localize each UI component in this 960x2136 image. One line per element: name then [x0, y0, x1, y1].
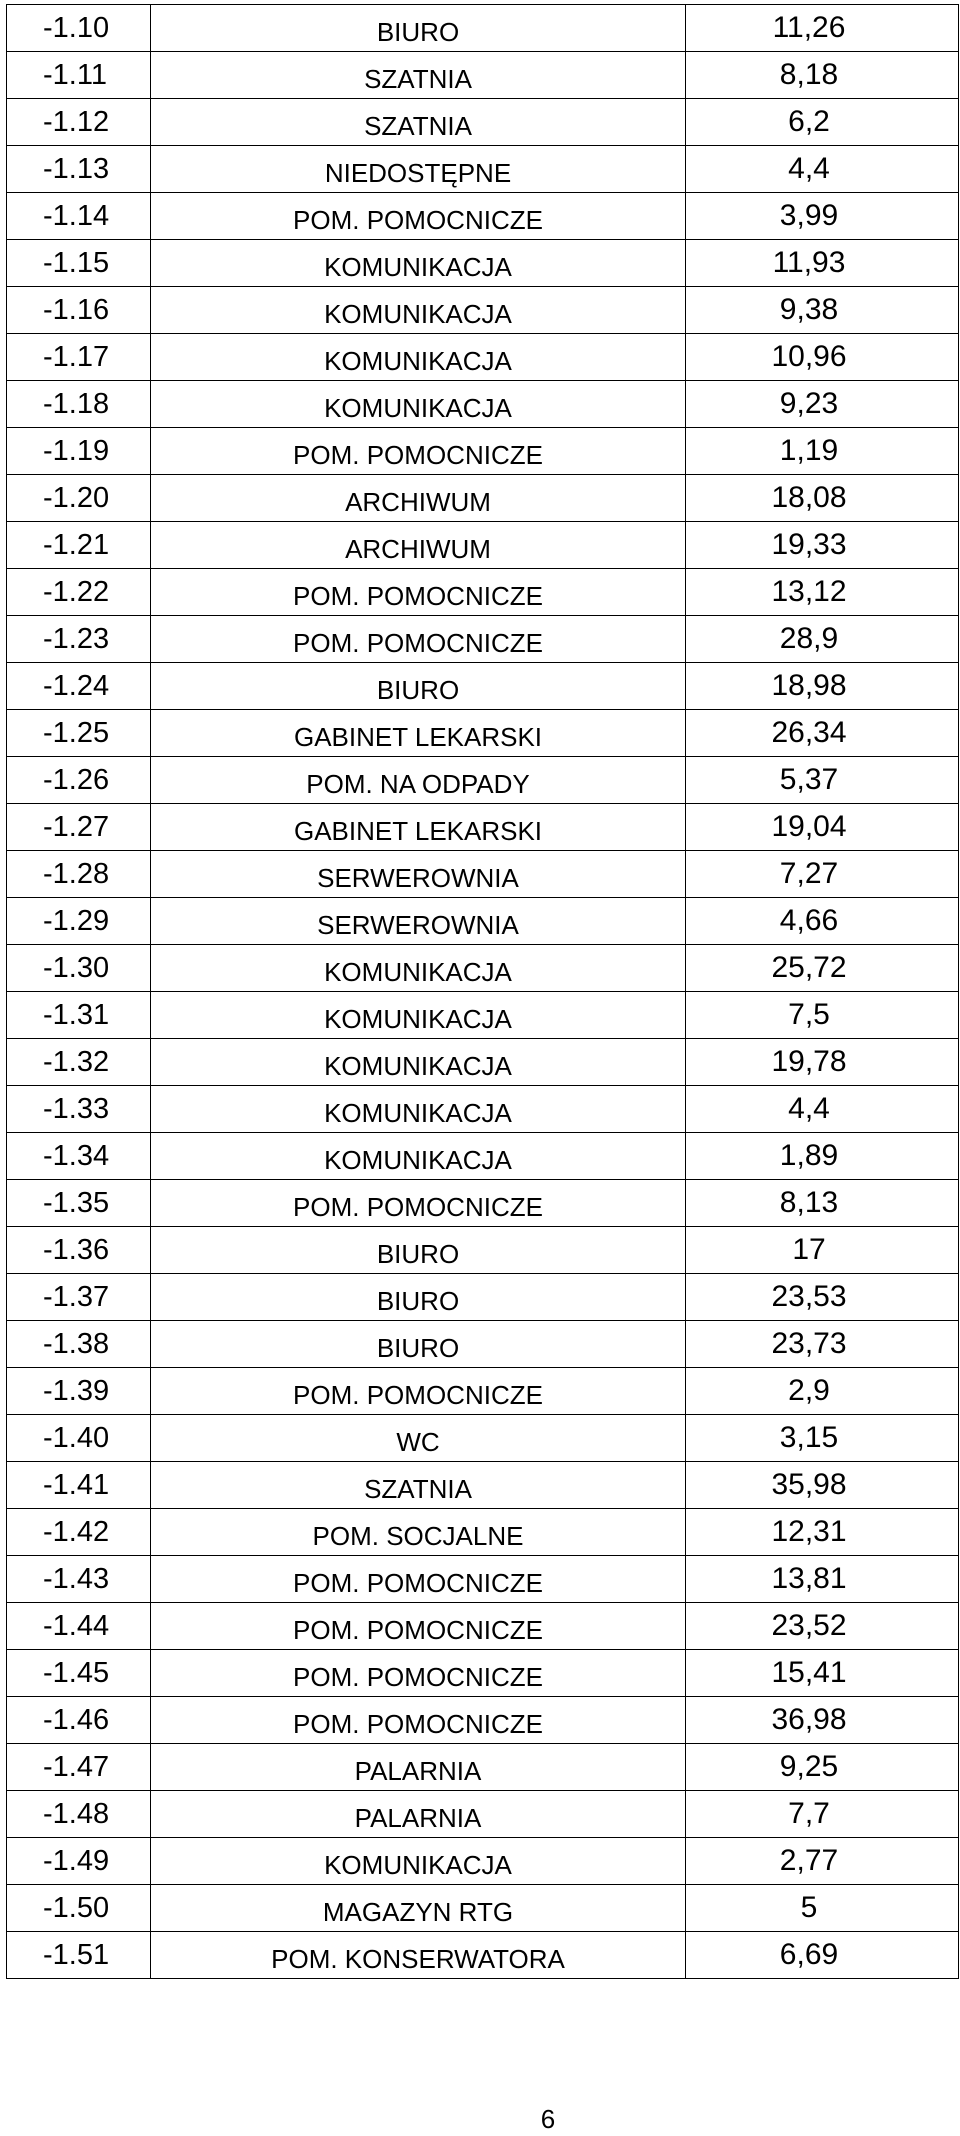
table-row [7, 240, 959, 287]
room-name-cell: ARCHIWUM [151, 475, 686, 522]
room-number-cell: -1.21 [7, 522, 151, 569]
room-number-cell: -1.49 [7, 1838, 151, 1885]
table-row [7, 52, 959, 99]
room-number-cell: -1.16 [7, 287, 151, 334]
room-area-cell: 2,9 [686, 1368, 959, 1415]
room-area-cell: 9,38 [686, 287, 959, 334]
room-area-cell: 7,5 [686, 992, 959, 1039]
room-name-cell: POM. SOCJALNE [151, 1509, 686, 1556]
room-name-cell: KOMUNIKACJA [151, 1133, 686, 1180]
room-number-cell: -1.29 [7, 898, 151, 945]
room-name-cell: BIURO [151, 1274, 686, 1321]
page-number: 6 [540, 2104, 556, 2134]
table-row [7, 616, 959, 663]
room-area-cell: 17 [686, 1227, 959, 1274]
room-area-cell: 11,93 [686, 240, 959, 287]
table-row [7, 1415, 959, 1462]
room-name-cell: POM. POMOCNICZE [151, 428, 686, 475]
table-row [7, 1133, 959, 1180]
table-row [7, 1885, 959, 1932]
room-area-cell: 1,19 [686, 428, 959, 475]
room-number-cell: -1.51 [7, 1932, 151, 1979]
room-number-cell: -1.37 [7, 1274, 151, 1321]
table-row [7, 898, 959, 945]
room-table-body [7, 5, 959, 1979]
room-name-cell: WC [151, 1415, 686, 1462]
room-name-cell: POM. POMOCNICZE [151, 193, 686, 240]
room-number-cell: -1.13 [7, 146, 151, 193]
room-area-cell: 23,52 [686, 1603, 959, 1650]
table-row [7, 804, 959, 851]
room-name-cell: BIURO [151, 1321, 686, 1368]
room-number-cell: -1.36 [7, 1227, 151, 1274]
room-name-cell: SZATNIA [151, 52, 686, 99]
table-row [7, 1838, 959, 1885]
table-row [7, 1321, 959, 1368]
room-table [6, 4, 959, 1979]
room-name-cell: POM. POMOCNICZE [151, 1556, 686, 1603]
room-name-cell: SERWEROWNIA [151, 851, 686, 898]
room-number-cell: -1.42 [7, 1509, 151, 1556]
room-number-cell: -1.22 [7, 569, 151, 616]
room-name-cell: MAGAZYN RTG [151, 1885, 686, 1932]
room-number-cell: -1.32 [7, 1039, 151, 1086]
room-name-cell: POM. POMOCNICZE [151, 1603, 686, 1650]
room-number-cell: -1.24 [7, 663, 151, 710]
room-number-cell: -1.30 [7, 945, 151, 992]
table-row [7, 1274, 959, 1321]
table-row [7, 381, 959, 428]
room-area-cell: 19,78 [686, 1039, 959, 1086]
table-row [7, 945, 959, 992]
room-area-cell: 18,08 [686, 475, 959, 522]
room-name-cell: KOMUNIKACJA [151, 945, 686, 992]
room-number-cell: -1.50 [7, 1885, 151, 1932]
table-row [7, 146, 959, 193]
room-number-cell: -1.15 [7, 240, 151, 287]
table-row [7, 193, 959, 240]
room-area-cell: 23,73 [686, 1321, 959, 1368]
room-name-cell: POM. POMOCNICZE [151, 1697, 686, 1744]
room-number-cell: -1.27 [7, 804, 151, 851]
room-number-cell: -1.44 [7, 1603, 151, 1650]
table-row [7, 1932, 959, 1979]
room-area-cell: 4,4 [686, 1086, 959, 1133]
room-number-cell: -1.17 [7, 334, 151, 381]
room-area-cell: 13,81 [686, 1556, 959, 1603]
table-row [7, 1509, 959, 1556]
room-number-cell: -1.14 [7, 193, 151, 240]
room-number-cell: -1.47 [7, 1744, 151, 1791]
room-name-cell: SZATNIA [151, 99, 686, 146]
room-name-cell: KOMUNIKACJA [151, 381, 686, 428]
room-number-cell: -1.33 [7, 1086, 151, 1133]
room-number-cell: -1.18 [7, 381, 151, 428]
room-name-cell: POM. POMOCNICZE [151, 569, 686, 616]
room-number-cell: -1.39 [7, 1368, 151, 1415]
table-row [7, 1650, 959, 1697]
table-row [7, 287, 959, 334]
room-number-cell: -1.25 [7, 710, 151, 757]
table-row [7, 334, 959, 381]
table-row [7, 1603, 959, 1650]
room-number-cell: -1.28 [7, 851, 151, 898]
room-name-cell: PALARNIA [151, 1791, 686, 1838]
room-area-cell: 26,34 [686, 710, 959, 757]
room-name-cell: POM. POMOCNICZE [151, 1368, 686, 1415]
room-number-cell: -1.38 [7, 1321, 151, 1368]
room-name-cell: PALARNIA [151, 1744, 686, 1791]
table-row [7, 663, 959, 710]
room-area-cell: 13,12 [686, 569, 959, 616]
room-area-cell: 18,98 [686, 663, 959, 710]
room-area-cell: 35,98 [686, 1462, 959, 1509]
room-area-cell: 3,15 [686, 1415, 959, 1462]
room-area-cell: 28,9 [686, 616, 959, 663]
room-area-cell: 4,66 [686, 898, 959, 945]
room-name-cell: POM. POMOCNICZE [151, 1650, 686, 1697]
room-area-cell: 19,33 [686, 522, 959, 569]
table-row [7, 1227, 959, 1274]
room-area-cell: 5,37 [686, 757, 959, 804]
room-name-cell: NIEDOSTĘPNE [151, 146, 686, 193]
room-name-cell: SZATNIA [151, 1462, 686, 1509]
table-row [7, 710, 959, 757]
room-number-cell: -1.35 [7, 1180, 151, 1227]
room-area-cell: 25,72 [686, 945, 959, 992]
table-row [7, 475, 959, 522]
room-area-cell: 8,18 [686, 52, 959, 99]
room-number-cell: -1.31 [7, 992, 151, 1039]
table-row [7, 1180, 959, 1227]
table-row [7, 522, 959, 569]
room-number-cell: -1.19 [7, 428, 151, 475]
room-number-cell: -1.45 [7, 1650, 151, 1697]
room-area-cell: 9,23 [686, 381, 959, 428]
room-number-cell: -1.23 [7, 616, 151, 663]
room-number-cell: -1.40 [7, 1415, 151, 1462]
room-number-cell: -1.12 [7, 99, 151, 146]
room-area-cell: 1,89 [686, 1133, 959, 1180]
room-name-cell: KOMUNIKACJA [151, 334, 686, 381]
room-area-cell: 2,77 [686, 1838, 959, 1885]
room-area-cell: 19,04 [686, 804, 959, 851]
room-area-cell: 23,53 [686, 1274, 959, 1321]
room-area-cell: 8,13 [686, 1180, 959, 1227]
room-name-cell: BIURO [151, 663, 686, 710]
room-area-cell: 4,4 [686, 146, 959, 193]
room-name-cell: ARCHIWUM [151, 522, 686, 569]
room-area-cell: 15,41 [686, 1650, 959, 1697]
table-row [7, 1039, 959, 1086]
room-name-cell: POM. POMOCNICZE [151, 616, 686, 663]
table-row [7, 5, 959, 52]
table-row [7, 1368, 959, 1415]
room-area-cell: 9,25 [686, 1744, 959, 1791]
table-row [7, 757, 959, 804]
room-name-cell: SERWEROWNIA [151, 898, 686, 945]
room-name-cell: KOMUNIKACJA [151, 992, 686, 1039]
table-row [7, 1556, 959, 1603]
room-area-cell: 6,69 [686, 1932, 959, 1979]
room-name-cell: GABINET LEKARSKI [151, 804, 686, 851]
room-number-cell: -1.10 [7, 5, 151, 52]
room-number-cell: -1.34 [7, 1133, 151, 1180]
room-area-cell: 11,26 [686, 5, 959, 52]
room-area-cell: 5 [686, 1885, 959, 1932]
room-name-cell: BIURO [151, 5, 686, 52]
table-row [7, 99, 959, 146]
table-row [7, 992, 959, 1039]
room-number-cell: -1.43 [7, 1556, 151, 1603]
room-name-cell: KOMUNIKACJA [151, 240, 686, 287]
table-row [7, 1744, 959, 1791]
room-name-cell: KOMUNIKACJA [151, 1086, 686, 1133]
room-area-cell: 6,2 [686, 99, 959, 146]
room-area-cell: 10,96 [686, 334, 959, 381]
room-area-cell: 36,98 [686, 1697, 959, 1744]
room-number-cell: -1.20 [7, 475, 151, 522]
room-name-cell: KOMUNIKACJA [151, 1039, 686, 1086]
room-name-cell: POM. POMOCNICZE [151, 1180, 686, 1227]
table-row [7, 1697, 959, 1744]
room-number-cell: -1.26 [7, 757, 151, 804]
room-number-cell: -1.48 [7, 1791, 151, 1838]
room-number-cell: -1.41 [7, 1462, 151, 1509]
room-table-container [6, 4, 959, 1979]
room-number-cell: -1.46 [7, 1697, 151, 1744]
room-name-cell: BIURO [151, 1227, 686, 1274]
room-name-cell: POM. NA ODPADY [151, 757, 686, 804]
table-row [7, 569, 959, 616]
table-row [7, 1791, 959, 1838]
room-area-cell: 7,27 [686, 851, 959, 898]
room-name-cell: GABINET LEKARSKI [151, 710, 686, 757]
table-row [7, 851, 959, 898]
table-row [7, 428, 959, 475]
room-area-cell: 7,7 [686, 1791, 959, 1838]
room-number-cell: -1.11 [7, 52, 151, 99]
room-name-cell: KOMUNIKACJA [151, 1838, 686, 1885]
table-row [7, 1462, 959, 1509]
room-area-cell: 3,99 [686, 193, 959, 240]
room-name-cell: POM. KONSERWATORA [151, 1932, 686, 1979]
room-name-cell: KOMUNIKACJA [151, 287, 686, 334]
table-row [7, 1086, 959, 1133]
room-area-cell: 12,31 [686, 1509, 959, 1556]
